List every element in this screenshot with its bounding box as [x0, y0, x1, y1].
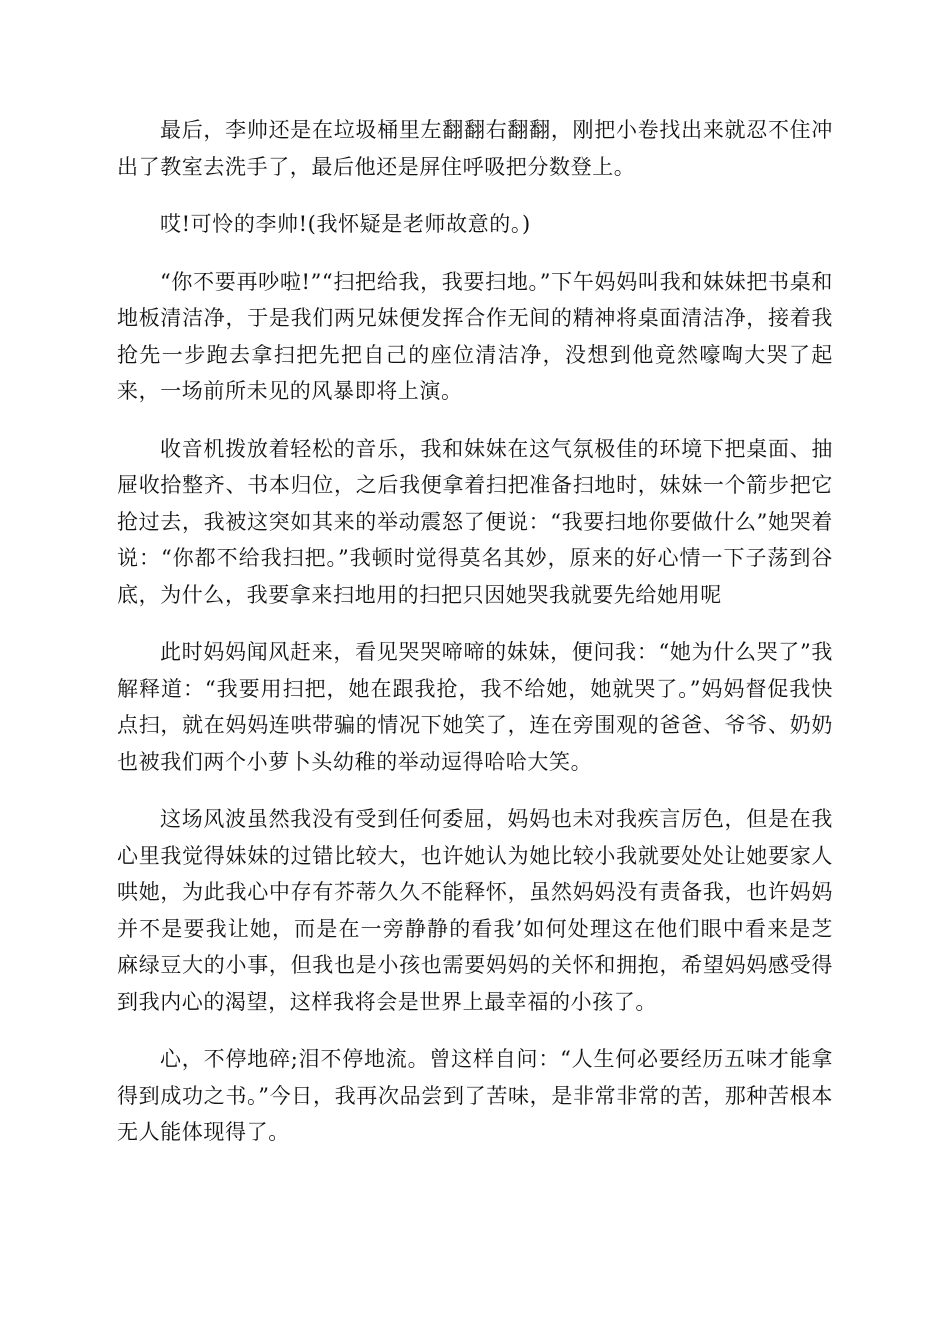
paragraph: 最后，李帅还是在垃圾桶里左翻翻右翻翻，刚把小卷找出来就忍不住冲出了教室去洗手了，最后他还是屏住呼吸把分数登上。 — [117, 118, 833, 179]
paragraph: 心，不停地碎;泪不停地流。曾这样自问：“人生何必要经历五味才能拿得到成功之书。”今日，我再次品尝到了苦味，是非常非常的苦，那种苦根本无人能体现得了。 — [117, 1047, 833, 1144]
paragraph: 这场风波虽然我没有受到任何委屈，妈妈也未对我疾言厉色，但是在我心里我觉得妹妹的过错比较大，也许她认为她比较小我就要处处让她要家人哄她，为此我心中存有芥蒂久久不能释怀，虽然妈妈没有责备我，也许妈妈并不是要我让她，而是在一旁静静的看我’如何处理这在他们眼中看来是芝麻绿豆大的小事，但我也是小孩也需要妈妈的关怀和拥抱，希望妈妈感受得到我内心的渴望，这样我将会是世界上最幸福的小孩了。 — [117, 807, 833, 1014]
document-body — [117, 112, 833, 1172]
paragraph: 哎!可怜的李帅!(我怀疑是老师故意的。) — [160, 212, 531, 236]
paragraph: 收音机拨放着轻松的音乐，我和妹妹在这气氛极佳的环境下把桌面、抽屉收拾整齐、书本归位，之后我便拿着扫把准备扫地时，妹妹一个箭步把它抢过去，我被这突如其来的举动震怒了便说：“我要扫地你要做什么”她哭着说：“你都不给我扫把。”我顿时觉得莫名其妙，原来的好心情一下子荡到谷底，为什么，我要拿来扫地用的扫把只因她哭我就要先给她用呢 — [117, 436, 833, 607]
paragraph: “你不要再吵啦!”“扫把给我，我要扫地。”下午妈妈叫我和妹妹把书桌和地板清洁净，于是我们两兄妹便发挥合作无间的精神将桌面清洁净，接着我抢先一步跑去拿扫把先把自己的座位清洁净，没想到他竟然嚎啕大哭了起来，一场前所未见的风暴即将上演。 — [117, 269, 833, 403]
paragraph: 此时妈妈闻风赶来，看见哭哭啼啼的妹妹，便问我：“她为什么哭了”我解释道：“我要用扫把，她在跟我抢，我不给她，她就哭了。”妈妈督促我快点扫，就在妈妈连哄带骗的情况下她笑了，连在旁围观的爸爸、爷爷、奶奶也被我们两个小萝卜头幼稚的举动逗得哈哈大笑。 — [117, 640, 833, 774]
